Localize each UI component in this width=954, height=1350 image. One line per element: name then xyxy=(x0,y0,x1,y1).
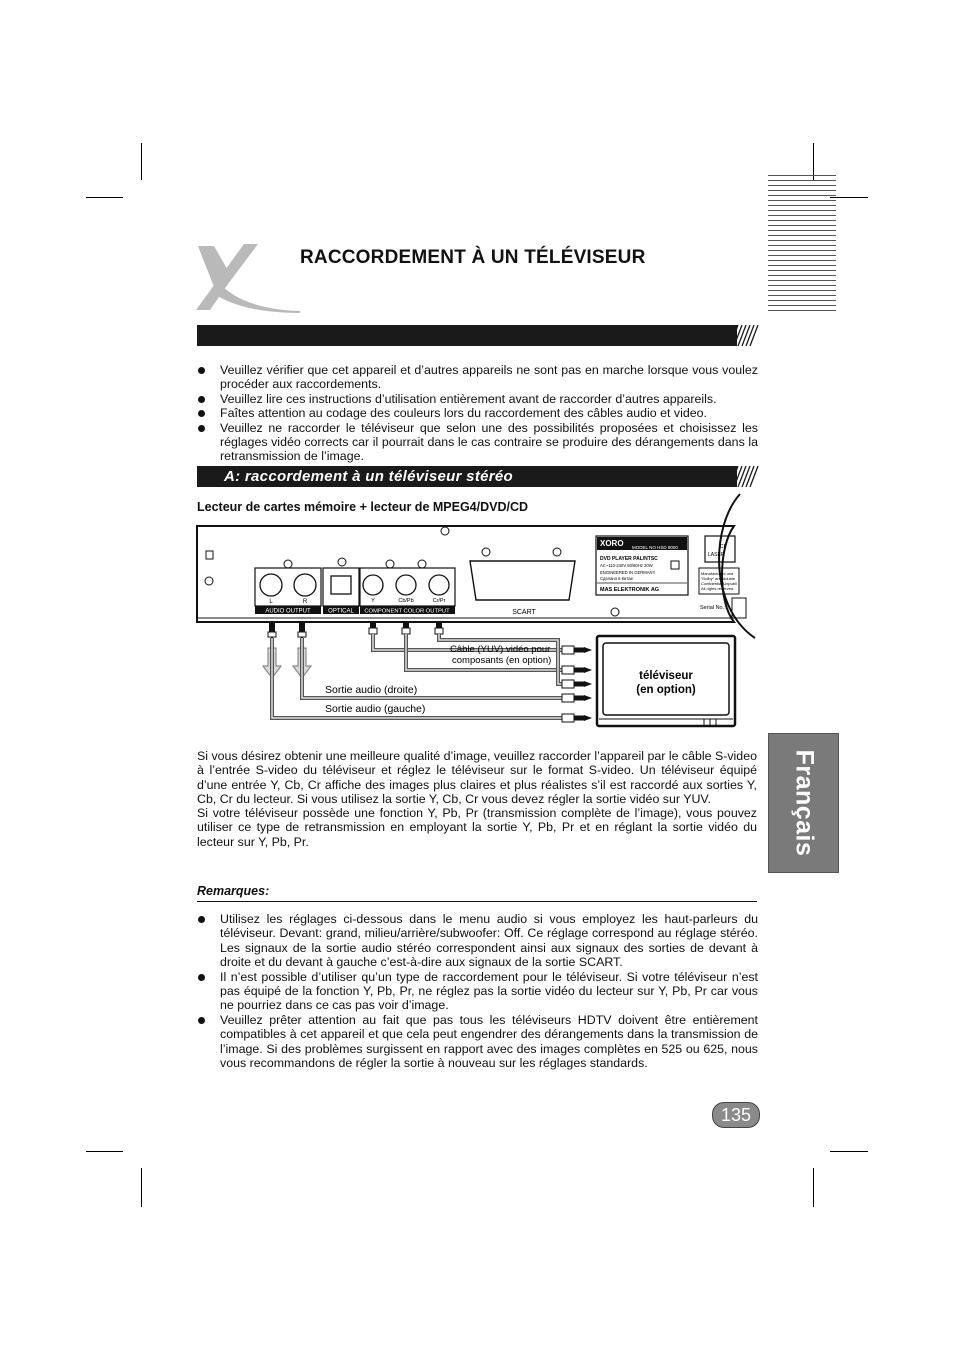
audio-output-label: AUDIO OUTPUT xyxy=(265,608,311,615)
scart-label: SCART xyxy=(512,609,536,616)
audio-left-caption: Sortie audio (gauche) xyxy=(325,703,426,715)
laser-line: CL xyxy=(720,544,727,550)
crop-mark xyxy=(830,197,868,198)
hatch-decoration xyxy=(730,325,760,346)
label-line: ENGINEERED IN GERMANY xyxy=(600,570,656,575)
crop-mark xyxy=(813,1168,814,1207)
list-item: Veuillez prêter attention au fait que pas tous les téléviseurs HDTV doivent être entièrement compatibles à cet appareil et que cela peut engendrer des dérangements dans la transmission de l’image. Si des problèmes surgissent en rapport avec des images complètes en 525 ou 625, nous vous recommandons de régler la sortie à nouveau sur les réglages standards. xyxy=(196,1013,758,1071)
remarks-list xyxy=(196,912,758,1070)
label-line: AC~110-240V 50/60Hz 20W xyxy=(600,563,653,568)
remarks-title: Remarques: xyxy=(197,884,270,898)
diagram-heading: Lecteur de cartes mémoire + lecteur de MPEG4/DVD/CD xyxy=(197,500,529,514)
port-label-r: R xyxy=(302,599,308,605)
tv-label-line2: (en option) xyxy=(636,684,696,696)
label-line: MAS ELEKTRONIK AG xyxy=(600,587,660,593)
license-line: Manufactured und xyxy=(701,571,734,576)
list-item: Veuillez vérifier que cet appareil et d’autres appareils ne sont pas en marche lorsque vous voulez procéder aux raccordements. xyxy=(196,363,758,392)
list-item: Utilisez les réglages ci-dessous dans le menu audio si vous employez les haut-parleurs du téléviseur. Devant: grand, milieu/arrière/subwoofer: Off. Ce réglage correspond au réglage stéréo. Les signaux de la sortie audio stéréo correspondent ainsi aux signaux des sorties de devant à droite et du devant à gauche c’est-à-dire aux signaux de la sortie SCART. xyxy=(196,912,758,970)
label-line: DVD PLAYER PAL/NTSC xyxy=(600,556,658,562)
license-line: "Dolby" and double xyxy=(701,576,735,581)
crop-mark xyxy=(830,1151,868,1152)
license-line: All rights reserved. xyxy=(701,586,735,591)
label-line: Сделано в Китае xyxy=(600,576,633,581)
serial-label: Serial No.: xyxy=(700,605,726,611)
page-number: 135 xyxy=(712,1102,760,1128)
hatch-decoration xyxy=(730,466,760,487)
crop-mark xyxy=(141,1168,142,1207)
cable-yuv-caption: composants (en option) xyxy=(452,655,552,666)
port-label-y: Y xyxy=(371,598,375,604)
port-label-l: L xyxy=(269,599,273,605)
language-label: Français xyxy=(790,749,818,857)
brand-label: XORO xyxy=(600,539,624,548)
list-item: Veuillez lire ces instructions d’utilisation entièrement avant de raccorder d’autres appareils. xyxy=(196,392,758,406)
list-item: Veuillez ne raccorder le téléviseur que selon une des possibilités proposées et choisissez les réglages vidéo corrects car il pourrait dans le cas contraire se produire des dérangements dans la retransmission de l’image. xyxy=(196,421,758,464)
section-title: A: raccordement à un téléviseur stéréo xyxy=(224,468,514,485)
license-line: Confidential Unpubli xyxy=(701,581,737,586)
language-tab xyxy=(768,733,839,873)
divider xyxy=(197,901,757,902)
crop-mark xyxy=(86,197,123,198)
tv-label-line1: téléviseur xyxy=(639,670,693,682)
crop-mark xyxy=(86,1151,123,1152)
header-bar xyxy=(197,325,737,346)
body-paragraph: Si votre téléviseur possède une fonction Y, Pb, Pr (transmission complète de l’image), vous pouvez utiliser ce type de retransmission en employant la sortie Y, Pb, Pr et en réglant la sortie vidéo du lecteur sur Y, Pb, Pr. xyxy=(197,806,757,849)
intro-bullets xyxy=(196,363,758,464)
audio-right-caption: Sortie audio (droite) xyxy=(325,684,418,696)
port-label-cb: Cb/Pb xyxy=(398,598,414,604)
list-item: Il n’est possible d’utiliser qu’un type de raccordement pour le téléviseur. Si votre téléviseur n’est pas équipé de la fonction Y, Pb, Pr, ne réglez pas la sortie vidéo du lecteur sur Y, Pb, Pr car vous ne pourriez dans ce cas pas voir d’image. xyxy=(196,970,758,1013)
component-output-label: COMPONENT COLOR OUTPUT xyxy=(364,608,450,615)
page-title: RACCORDEMENT À UN TÉLÉVISEUR xyxy=(300,247,646,268)
cable-yuv-caption: Câble (YUV) vidéo pour xyxy=(450,644,551,655)
crop-mark xyxy=(141,143,142,180)
x-logo-icon xyxy=(196,240,302,314)
port-label-cr: Cr/Pr xyxy=(432,598,446,604)
laser-line: LASER xyxy=(708,552,725,558)
list-item: Faîtes attention au codage des couleurs lors du raccordement des câbles audio et video. xyxy=(196,406,758,420)
optical-label: OPTICAL xyxy=(328,608,354,615)
body-paragraph: Si vous désirez obtenir une meilleure qualité d’image, veuillez raccorder l’appareil par le câble S-video à l’entrée S-video du téléviseur et réglez le téléviseur sur le format S-video. Un téléviseur équipé d’une entrée Y, Cb, Cr affiche des images plus claires et plus réalistes s’il est raccordé aux sorties Y, Cb, Cr du lecteur. Si vous utilisez la sortie Y, Cb, Cr vous devez régler la sortie vidéo sur YUV. xyxy=(197,749,757,807)
connection-diagram xyxy=(190,488,765,733)
label-line: MODEL NO HSD 8000 xyxy=(632,545,678,550)
